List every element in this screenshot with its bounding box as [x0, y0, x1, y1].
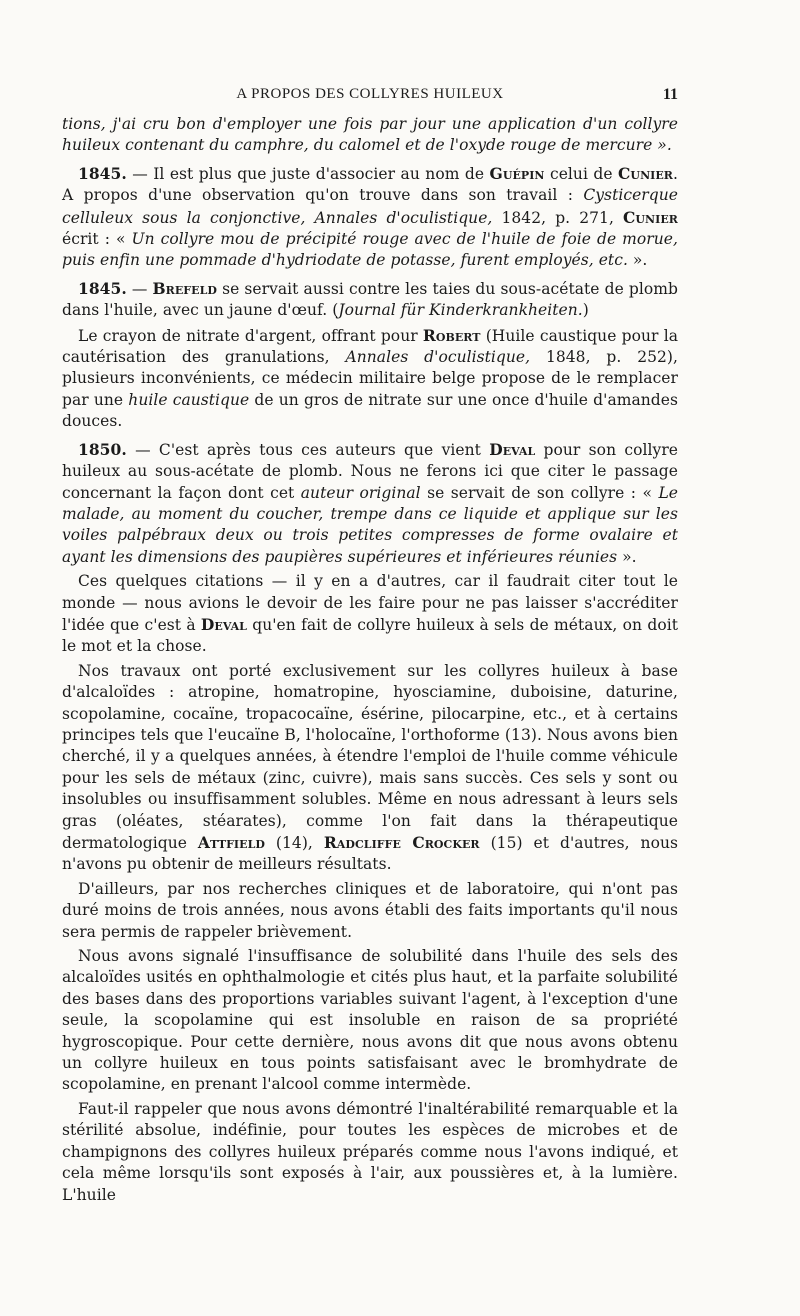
quotation: Le malade, au moment du coucher, trempe dans ce liquide et applique sur les voiles palpébraux deux ou trois petites compresses de forme ovalaire et ayant les dimensions des paupières supérieures et inférieures réunies	[62, 483, 679, 566]
citation-title: Journal für Kinderkrankheiten.	[338, 301, 583, 320]
quotation: Un collyre mou de précipité rouge avec de l'huile de foie de morue, puis enfin une pommade d'hydriodate de potasse, furent employés, etc.	[62, 230, 678, 270]
citation-title: Annales d'oculistique,	[345, 348, 531, 367]
paragraph-solubilite: Nous avons signalé l'insuffisance de solubilité dans l'huile des sels des alcaloïdes usités en ophthalmologie et cités plus haut, et la parfaite solubilité des bases dans des proportions variables suivant l'agent, à l'exception d'une seule, la scopolamine qui est insoluble en raison de sa propriété hygroscopique. Pour cette dernière, nous avons dit que nous avons obtenu un collyre huileux en tous points satisfaisant avec le bromhydrate de scopolamine, en prenant l'alcool comme intermède.	[62, 947, 678, 1094]
year-label: 1845.	[78, 163, 127, 183]
emphasis: auteur original	[300, 483, 421, 502]
year-label: 1850.	[78, 439, 127, 459]
emphasis: huile caustique	[128, 390, 250, 409]
page-number: 11	[662, 86, 678, 103]
quote-continuation: tions, j'ai cru bon d'employer une fois par jour une application d'un collyre huileux contenant du camphre, du calomel et de l'oxyde rouge de mercure ».	[62, 115, 678, 155]
year-label: 1845.	[78, 278, 127, 298]
author-name: Guépin	[489, 163, 545, 183]
paragraph-citations: Ces quelques citations — il y en a d'autres, car il faudrait citer tout le monde — nous avions le devoir de les faire pour ne pas laisser s'accréditer l'idée que c'est à Deval qu'en fait de collyre huileux à sels de métaux, on doit le mot et la chose.	[62, 572, 678, 656]
paragraph-recherches: D'ailleurs, par nos recherches cliniques et de laboratoire, qui n'ont pas duré moins de trois années, nous avons établi des faits importants qu'il nous sera permis de rappeler brièvement.	[62, 879, 678, 941]
paragraph-1845-brefeld: 1845. — Brefeld se servait aussi contre les taies du sous-acétate de plomb dans l'huile, avec un jaune d'œuf. (Journal für Kinderkrankheiten.)	[62, 278, 678, 320]
paragraph-travaux: Nos travaux ont porté exclusivement sur les collyres huileux à base d'alcaloïdes : atropine, homatropine, hyosciamine, duboisine, daturine, scopolamine, cocaïne, tropacocaïne, ésérine, pilocarpine, etc., et à certains principes tels que l'eucaïne B, l'holocaïne, l'orthoforme (13). Nous avons bien cherché, il y a quelques années, à étendre l'emploi de l'huile comme véhicule pour les sels de métaux (zinc, cuivre), mais sans succès. Ces sels y sont ou insolubles ou insuffisamment solubles. Même en nous adressant à leurs sels gras (oléates, stéarates), comme l'on fait dans la thérapeutique dermatologique Attfield (14), Radcliffe Crocker (15) et d'autres, nous n'avons pu obtenir de meilleurs résultats.	[62, 661, 678, 874]
author-name: Attfield	[197, 833, 265, 852]
paragraph-robert: Le crayon de nitrate d'argent, offrant pour Robert (Huile caustique pour la cautérisation des granulations, Annales d'oculistique, 1848, p. 252), plusieurs inconvénients, ce médecin militaire belge propose de le remplacer par une huile caustique de un gros de nitrate sur une once d'huile d'amandes douces.	[62, 325, 679, 431]
author-name: Deval	[200, 614, 247, 634]
author-name: Cunier	[623, 207, 678, 227]
author-name: Deval	[489, 439, 536, 459]
author-name: Cunier	[618, 163, 674, 183]
body-text	[62, 114, 678, 1209]
paragraph-1845-cunier: 1845. — Il est plus que juste d'associer au nom de Guépin celui de Cunier. A propos d'une observation qu'on trouve dans son travail : Cysticerque celluleux sous la conjonctive, Annales d'oculistique, 1842, p. 271, Cunier écrit : « Un collyre mou de précipité rouge avec de l'huile de foie de morue, puis enfin une pommade d'hydriodate de potasse, furent employés, etc. ».	[62, 163, 678, 270]
running-head	[62, 86, 678, 110]
paragraph-inalterabilite: Faut-il rappeler que nous avons démontré l'inaltérabilité remarquable et la stérilité absolue, indéfinie, pour toutes les espèces de microbes et de champignons des collyres huileux préparés comme nous l'avons indiqué, et cela même lorsqu'ils sont exposés à l'air, aux poussières et, à la lumière. L'huile	[62, 1099, 678, 1204]
paragraph-1850-deval: 1850. — C'est après tous ces auteurs que vient Deval pour son collyre huileux au sous-acétate de plomb. Nous ne ferons ici que citer le passage concernant la façon dont cet auteur original se servait de son collyre : « Le malade, au moment du coucher, trempe dans ce liquide et applique sur les voiles palpébraux deux ou trois petites compresses de forme ovalaire et ayant les dimensions des paupières supérieures et inférieures réunies ».	[62, 439, 679, 566]
citation-title: Cysticerque celluleux sous la conjonctive, Annales d'oculistique,	[62, 186, 678, 227]
paragraph-1	[62, 114, 678, 157]
author-name: Brefeld	[152, 278, 217, 298]
author-name: Robert	[422, 325, 481, 345]
author-name: Radcliffe Crocker	[323, 833, 480, 852]
running-title: A PROPOS DES COLLYRES HUILEUX	[236, 86, 504, 102]
